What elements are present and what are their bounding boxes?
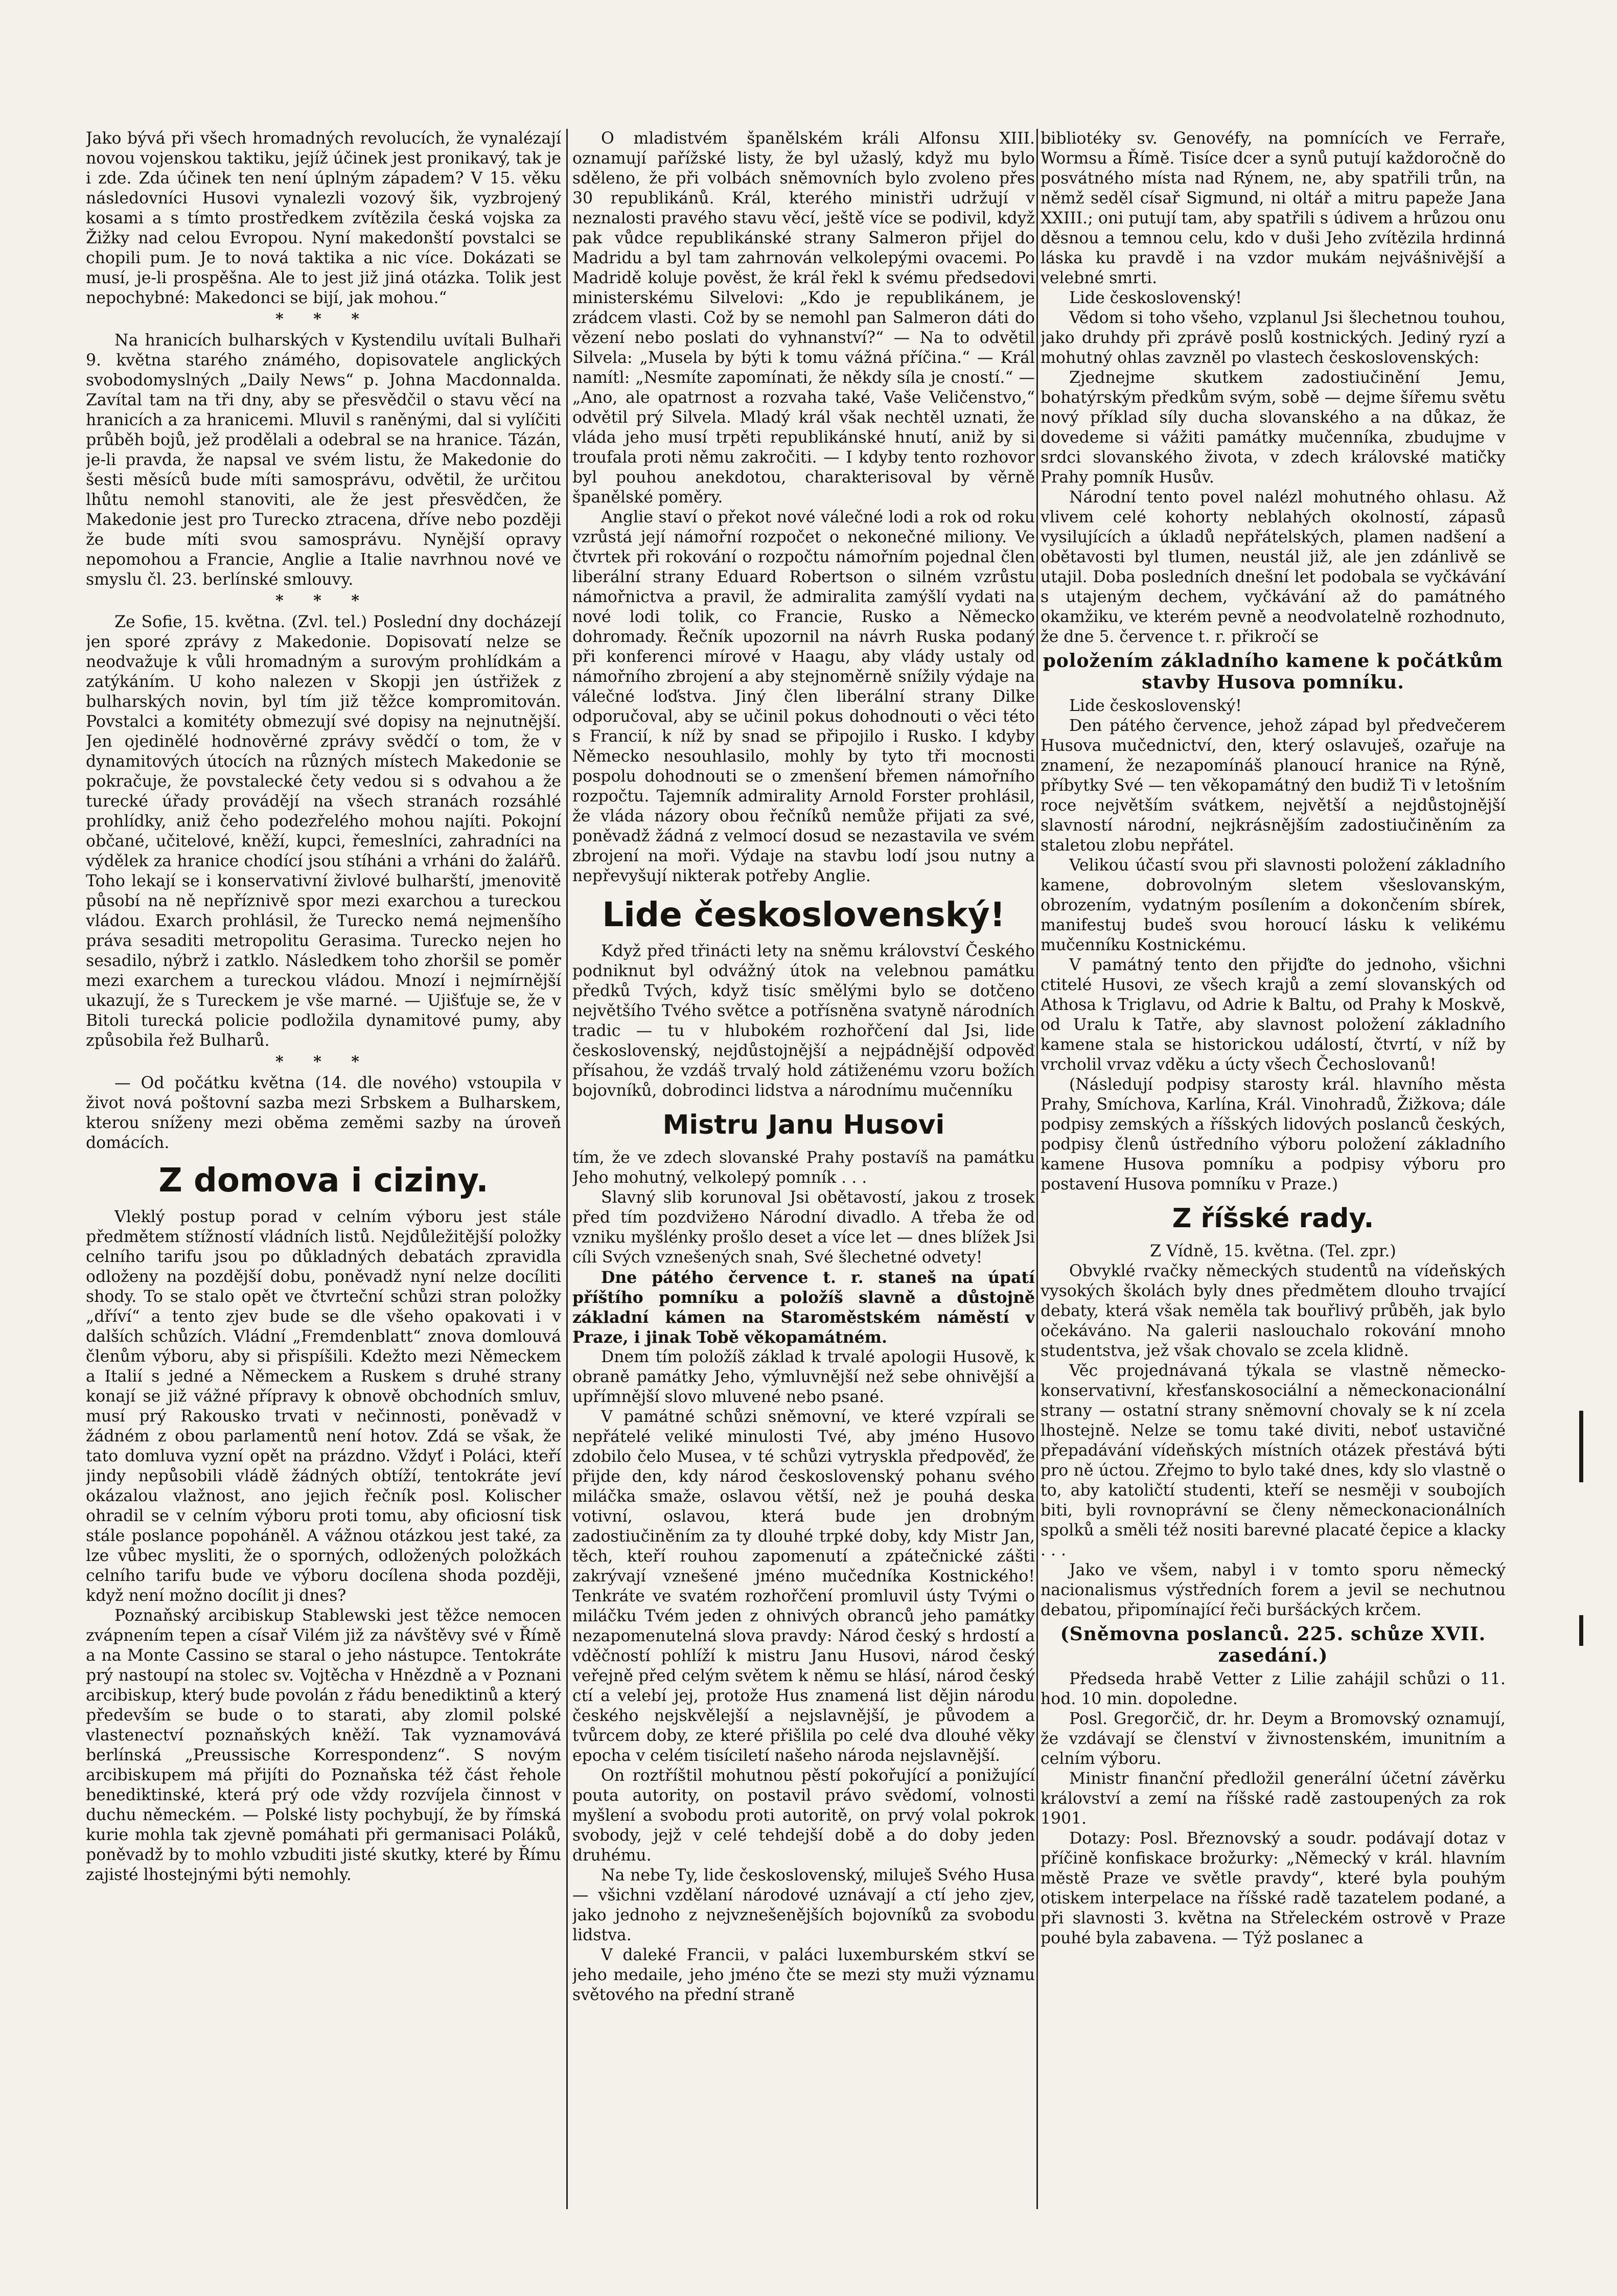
article-paragraph: Předseda hrabě Vetter z Lilie zahájil schůzi o 11. hod. 10 min. dopoledne. <box>1041 1669 1506 1708</box>
heading-polozeni-kamene: položením základního kamene k počátkům stavby Husova pomníku. <box>1043 650 1504 693</box>
article-paragraph: V památné schůzi sněmovní, ve které vzpírali se nepřátelé veliké minulosti Tvé, aby jméno Husovo zdobilo čelo Musea, v té schůzi vytryskla předpověď, že přijde den, kdy národ československý pohanu svého miláčka smaže, oslavou větší, než je pouhá deska votivní, oslavou, která bude jen drobným zadostiučiněním za ty dlouhé trpké doby, kdy Mistr Jan, těch, kteří rouhou zapomenutí a zpátečnické zášti zakrývají vznešené jméno mučedníka Kostnického! Tenkráte ve svatém rozhořčení promluvil ústy Tvými o miláčku Tvém jeden z ohnivých obranců jeho památky nezapomenutelná slova pravdy: Národ český s hrdostí a vděčností pohlíží k mistru Janu Husovi, národ český veřejně před celým světem k němu se hlásí, národ český ctí a velebí jej, protože Hus znamená list dějin národu českého nejskvělejší a nejslavnější, je původem a tvůrcem doby, ze které přišlila po celé dva dlouhé věky epocha v celém tisíciletí našeho národa nejslavnější. <box>572 1407 1035 1765</box>
article-paragraph: Jako ve všem, nabyl i v tomto sporu německý nacionalismus výstředních forem a jevil se nechutnou debatou, připomínající řeči buršáckých krčem. <box>1041 1560 1506 1619</box>
section-heading-z-domova: Z domova i ciziny. <box>158 1162 489 1200</box>
column-3 <box>1041 129 1506 2204</box>
article-paragraph: Anglie staví o překot nové válečné lodi a rok od roku vzrůstá její námořní rozpočet o nekonečné miliony. Ve čtvrtek při rokování o rozpočtu námořním pojednal člen liberální strany Eduard Robertson o silném vzrůstu námořnictva a pravil, že admiralita zamýšlí vydati na nové lodi tolik, co Francie, Rusko a Německo dohromady. Řečník upozornil na návrh Ruska podaný při konferenci mírové v Haagu, aby vlády ustaly od námořního zbrojení a aby stejnoměrně snížily výdaje na válečné loďstva. Jiný člen liberální strany Dilke odporučoval, aby se učinil pokus dohodnouti o věci této s Francií, k níž by snad se připojilo i Rusko. I kdyby Německo nesouhlasilo, mohly by tyto tři mocnosti pospolu dohodnouti se o zmenšení břemen námořního rozpočtu. Tajemník admirality Arnold Forster prohlásil, že vláda názory obou řečníků nemůže přijati za své, poněvadž žádná z velmocí dosud se nezastavila ve svém zbrojení na moři. Výdaje na stavbu lodí jsou nutny a nepřevyšují nikterak potřeby Anglie. <box>572 508 1035 885</box>
article-paragraph: V daleké Francii, v paláci luxemburském stkví se jeho medaile, jeho jméno čte se mezi sty muži významu světového na přední straně <box>572 1945 1035 2004</box>
article-paragraph: Obvyklé rvačky německých studentů na vídeňských vysokých školách byly dnes předmětem dlouho trvající debaty, která však neměla tak bouřlivý průběh, jak bylo očekáváno. Na galerii naslouchalo rokování mnoho studentstva, jež však chovalo se zcela klidně. <box>1041 1261 1506 1360</box>
article-paragraph: Lide československý! <box>1069 697 1242 715</box>
article-paragraph: Zjednejme skutkem zadostiučinění Jemu, bohatýrským předkům svým, sobě — dejme šířemu světu nový příklad síly ducha slovanského a na důkaz, že dovedeme si vážiti památky mučenníka, zbudujme v srdci slovanského života, v zdech královské matičky Prahy pomník Husův. <box>1041 369 1506 487</box>
article-paragraph: Den pátého července, jehož západ byl předvečerem Husova mučednictví, den, který oslavuješ, ozařuje na znamení, že nezapomínáš planoucí hranice na Rýně, příbytky Své — ten věkopamátný den budiž Ti v letošním roce největším svátkem, největší a nejdůstojnější slavností národní, nejkrásnějším zadostiučiněním za staletou zlobu nepřátel. <box>1041 717 1506 855</box>
article-paragraph: Na nebe Ty, lide československý, miluješ Svého Husa — všichni vzdělaní národové uznávají a ctí jeho zjev, jako jednoho z nejvznešenějších bojovníků za svobodu lidstva. <box>572 1866 1035 1944</box>
article-paragraph-bold: Dne pátého července t. r. staneš na úpatí příštího pomníku a položíš slavně a důstojně základní kámen na Staroměstském náměstí v Praze, i jinak Tobě věkopamátném. <box>572 1268 1035 1347</box>
article-paragraph: bibliotéky sv. Genovéfy, na pomnících ve Ferraře, Wormsu a Římě. Tisíce dcer a synů putují každoročně do posvátného místa nad Rýnem, ne, aby spatřili trůn, na němž seděl císař Sigmund, ni oltář a mitru papeže Jana XXIII.; oni putují tam, aby spatřili s údivem a hrůzou onu děsnou a temnou celu, kdo v duši Jeho zvítězila hrdinná láska ku pravdě i na vzdor mukám nejvášnivější a velebné smrti. <box>1041 129 1506 287</box>
article-paragraph: V památný tento den přijďte do jednoho, všichni ctitelé Husovi, ze všech krajů a zemí slovanských od Athosa k Triglavu, od Adrie k Baltu, od Prahy k Moskvě, od Uralu k Tatře, aby slavnost položení základního kamene stala se historickou událostí, čtvrtí, v níž by vrcholil vrvaz vděku a úcty všech Čechoslovanů! <box>1041 956 1506 1074</box>
article-paragraph: Slavný slib korunoval Jsi obětavostí, jakou z trosek před tím pozdvižено Národní divadlo. A třeba že od vzniku myšlénky prošlo deset a více let — dnes blížek Jsi cíli Svých vznešených snah, Své šlechetné odvety! <box>572 1188 1035 1267</box>
article-paragraph: (Následují podpisy starosty král. hlavního města Prahy, Smíchova, Karlína, Král. Vinohradů, Žižkova; dále podpisy zemských a říšských lidových poslanců českých, podpisy členů ústředního výboru položení základního kamene Husova pomníku a podpisy výboru pro postavení Husova pomníku v Praze.) <box>1041 1075 1506 1193</box>
article-paragraph: Věc projednávaná týkala se vlastně německo-konservativní, křesťanskosociální a německonacionální strany — ostatní strany sněmovní chovaly se k ní zcela lhostejně. Nelze se tomu také diviti, neboť ustavičné přepadávání vídeňských místních otázek přestává býti pro ně úctou. Zřejmo to bylo také dnes, kdy slo vlastně o to, aby katoličtí studenti, kteří se nesměji v soubojích biti, byli rovnoprávní se členy německonacionálních spolků a směli též nositi barevné placaté čepice a klacky . . . <box>1041 1361 1506 1559</box>
section-separator: * * * <box>275 592 372 610</box>
article-paragraph: tím, že ve zdech slovanské Prahy postavíš na památku Jeho mohutný, velkolepý pomník . . . <box>572 1148 1035 1187</box>
dateline: Z Vídně, 15. května. (Tel. zpr.) <box>1150 1242 1396 1260</box>
article-paragraph: Na hranicích bulharských v Kystendilu uvítali Bulhaři 9. května starého známého, dopisovatele anglických svobodomyslných „Daily News“ p. Johna Macdonnalda. Zavítal tam na tři dny, aby se přesvědčil o stavu věcí na hranicích a za hranicemi. Mluvil s raněnými, dal si vylíčiti průběh bojů, jež prodělali a odebral se na hranice. Tázán, je-li pravda, že napsal ve svém listu, že Makedonie do šesti měsíců bude míti samosprávu, odvětil, že určitou lhůtu nemohl stanoviti, ale že jest přesvědčen, že Makedonie jest pro Turecko ztracena, dříve nebo později že bude míti svou samosprávu. Nynější opravy nepomohou a Francie, Anglie a Italie navrhnou nové ve smyslu čl. 23. berlínské smlouvy. <box>86 331 561 589</box>
article-paragraph: On roztříštil mohutnou pěstí pokořující a ponižující pouta autority, on postavil právo svědomí, volnosti myšlení a svobodu proti autoritě, on prvý volal pokrok svobody, jejž v celé tehdejší době a do doby jeden druhému. <box>572 1766 1035 1865</box>
column-divider <box>566 129 568 2209</box>
article-paragraph: Jako bývá při všech hromadných revolucích, že vynalézají novou vojenskou taktiku, jejíž účinek jest pronikavý, tak je i zde. Zda účinek ten není úplným západem? V 15. věku následovníci Husovi vynalezli vozový šik, vyzbrojený kosami a s tímto prostředkem zvítězila česká vojska za Žižky nad celou Evropou. Nyní makedonští povstalci se chopili pum. Je to nová taktika a nic více. Dokázati se musí, je-li prospěšna. Ale to jest již jiná otázka. Tolik jest nepochybné: Makedonci se bijí, jak mohou.“ <box>86 129 561 307</box>
article-paragraph: Posl. Gregorčič, dr. hr. Deym a Bromovský oznamují, že vzdávají se členství v živnostenském, imunitním a celním výboru. <box>1041 1709 1506 1768</box>
article-paragraph: Ze Sofie, 15. května. (Zvl. tel.) Poslední dny docházejí jen sporé zprávy z Makedonie. Dopisovatí nelze se neodvažuje k vůli hromadným a surovým prohlídkám a zatýkáním. U koho nalezen v Skopji jen ústřižek z bulharských novin, byl tím již těžce kompromitován. Povstalci a komitéty obmezují své dopisy na nejnutnější. Jen ojedinělé hodnověrné zprávy svědčí o tom, že v dynamitových útocích na různých místech Makedonie se pokračuje, že povstalecké čety vedou si s odvahou a že turecké úřady provádějí na všech stranách rozsáhlé prohlídky, aniž čeho podezřelého mohou najíti. Pokojní občané, učitelové, kněží, kupci, řemeslníci, zahradníci na výdělek za hranice chodící jsou stíháni a vrháni do žalářů. Toho lekají se i konservativní živlové bulharští, jmenovitě působí na ně nepříznivě spor mezi exarchou a tureckou vládou. Exarch prohlásil, že Turecko nemá nejmenšího práva sesaditi metropolitu Gerasima. Turecko nejen ho sesadilo, nýbrž i zatklo. Následkem toho zhoršil se poměr mezi exarchem a tureckou vládou. Mnozí i nejmírnější ukazují, že s Tureckem je vše marné. — Ujišťuje se, že v Bitoli turecká policie podložila dynamitové pumy, aby způsobila řež Bulharů. <box>86 613 561 1050</box>
column-divider <box>1036 129 1038 2209</box>
section-separator: * * * <box>275 1053 372 1071</box>
binding-mark <box>1579 1615 1583 1646</box>
binding-mark <box>1579 1411 1583 1482</box>
heading-mistru-janu-husovi: Mistru Janu Husovi <box>662 1109 945 1140</box>
column-1 <box>86 129 561 2204</box>
heading-snemovna-poslancu: (Sněmovna poslanců. 225. schůze XVII. zasedání.) <box>1060 1623 1486 1666</box>
article-paragraph: Lide československý! <box>1069 289 1242 307</box>
article-paragraph: Dotazy: Posl. Březnovský a soudr. podávají dotaz v příčině konfiskace brožurky: „Německý v král. hlavním městě Praze ve světle pravdy“, které byla pouhým otiskem interpelace na říšské radě tazatelem podané, a při slavnosti 3. května na Střeleckém ostrově v Praze pouhé byla zabavena. — Týž poslanec a <box>1041 1829 1506 1947</box>
article-paragraph: Národní tento povel nalézl mohutného ohlasu. Až vlivem celé kohorty neblahých okolností, zápasů vysilujících a úkladů nepřátelských, plamen nadšení a obětavosti byl tlumen, neustál již, ale jen zdánlivě se utajil. Doba posledních dnešní let podobala se vyčkávání s utajeným dechem, vyčkávání až do památného okamžiku, ve kterém pevně a neodvolatelně rozhodnuto, že dne 5. července t. r. přikročí se <box>1041 488 1506 646</box>
article-paragraph: Velikou účastí svou při slavnosti položení základního kamene, dobrovolným sletem všeslovanským, obrozením, vydatným posílením a dokončením sbírek, manifestuj budeš svou horoucí lásku k velikému mučenníku Kostnickému. <box>1041 856 1506 954</box>
article-paragraph: O mladistvém španělském králi Alfonsu XIII. oznamují pařížské listy, že byl užaslý, když mu bylo sděleno, že při volbách sněmovních bylo zvoleno přes 30 republikánů. Král, kterého ministři udržují v neznalosti pravého stavu věcí, ještě více se podivil, když pak vůdce republikánské strany Salmeron přijel do Madridu a byl tam zahrnován velkolepými ovacemi. Po Madridě koluje pověst, že král řekl k svému předsedovi ministerskému Silvelovi: „Kdo je republikánem, je zrádcem vlasti. Což by se nemohl pan Salmeron dáti do vězení nebo poslati do vyhnanství?“ — Na to odvětil Silvela: „Musela by býti k tomu vážná příčina.“ — Král namítl: „Nesmíte zapomínati, že někdy síla je cností.“ — „Ano, ale opatrnost a rozvaha také, Vaše Veličenstvo,“ odvětil prý Silvela. Mladý král však nechtěl uznati, že vláda jeho musí trpěti republikánské hnutí, aniž by si troufala proti němu zakročiti. — I kdyby tento rozhovor byl pouhou anekdotou, charakterisoval by věrně španělské poměry. <box>572 129 1035 507</box>
article-paragraph: Když před třinácti lety na sněmu království Českého podniknut byl odvážný útok na velebnou památku předků Tvých, když tisíc smělými bylo se dotčeno největšího Tvého světce a potřísněna svatyně národních tradic — tu v hlubokém rozhořčení dal Jsi, lide československý, nejdůstojnější a nejpádnější odpověď přísahou, že vzdáš trvalý hold zátiženému vzoru božích bojovníků, dobrodinci lidstva a národnímu mučenníku <box>572 942 1035 1100</box>
column-2 <box>572 129 1035 2204</box>
article-paragraph: Vědom si toho všeho, vzplanul Jsi šlechetnou touhou, jako druhdy při zprávě poslů kostnických. Jediný ryzí a mohutný ohlas zavzněl po vlastech československých: <box>1041 309 1506 367</box>
article-paragraph: — Od počátku května (14. dle nového) vstoupila v život nová poštovní sazba mezi Srbskem a Bulharskem, kterou sníženy mezi oběma zeměmi sazby na úroveň domácích. <box>86 1074 561 1152</box>
article-paragraph: Ministr finanční předložil generální účetní závěrku království a zemí na říšské radě zastoupených za rok 1901. <box>1041 1769 1506 1828</box>
article-paragraph: Poznaňský arcibiskup Stablewski jest těžce nemocen zvápnením tepen a císař Vilém již za návštěvy své v Římě a na Monte Cassino se staral o jeho nástupce. Tentokráte prý nastoupí na stolec sv. Vojtěcha v Hnězdně a v Poznani arcibiskup, který bude povolán z řádu benediktinů a který především se bude o to starati, aby zlomil polské vlastenectví poznaňských kněží. Tak vyznamovává berlínská „Preussische Korrespondenz“. S novým arcibiskupem má přijíti do Poznaňska též část řehole benediktinské, která prý ode vždy rozvíjela činnost v duchu německém. — Polské listy pochybují, že by římská kurie mohla tak zjevně pomáhati při germanisaci Poláků, poněvadž by to mohlo vzbuditi jisté skutky, které by Římu zajisté lhostejnými býti nemohly. <box>86 1606 561 1884</box>
section-separator: * * * <box>275 310 372 328</box>
section-heading-lide-ceskoslovensky: Lide československý! <box>602 895 1005 934</box>
article-paragraph: Dnem tím položíš základ k trvalé apologii Husově, k obraně památky Jeho, výmluvnější než sebe ohnivější a upřímnější slovo mluvené nebo psané. <box>572 1347 1035 1406</box>
section-heading-risske-rady: Z říšské rady. <box>1172 1203 1374 1234</box>
article-paragraph: Vleklý postup porad v celním výboru jest stále předmětem stížností vládních listů. Nejdůležitější položky celního tarifu jsou po důkladných debatách zpravidla odloženy na pozdější dobu, poněvadž nyní nelze docíliti shody. To se stalo opět ve čtvrteční schůzi stran položky „dříví“ a tento zjev bude se dle všeho opakovati i v dalších schůzích. Vládní „Fremdenblatt“ znova domlouvá členům výboru, aby si přispíšili. Kdežto mezi Německem a Italií s jedné a Německem a Ruskem s druhé strany konají se již vážné přípravy k obnově obchodních smluv, musí prý Rakousko trvati v nečinnosti, poněvadž v žádném z obou parlamentů není hotov. Zdá se však, že tato domluva vyzní opět na prázdno. Vždyť i Poláci, kteří jindy nepůsobili vládě žádných obtíží, tentokráte jeví okázalou vlažnost, ano jejich řečník posl. Kolischer ohradil se v celním výboru proti tomu, aby oficiosní tisk stále poslance popoháněl. A vážnou otázkou jest také, za lze vůbec mysliti, že o sporných, odložených položkách celního tarifu bude ve výboru docílena shoda později, když není možno docílit ji dnes? <box>86 1207 561 1605</box>
